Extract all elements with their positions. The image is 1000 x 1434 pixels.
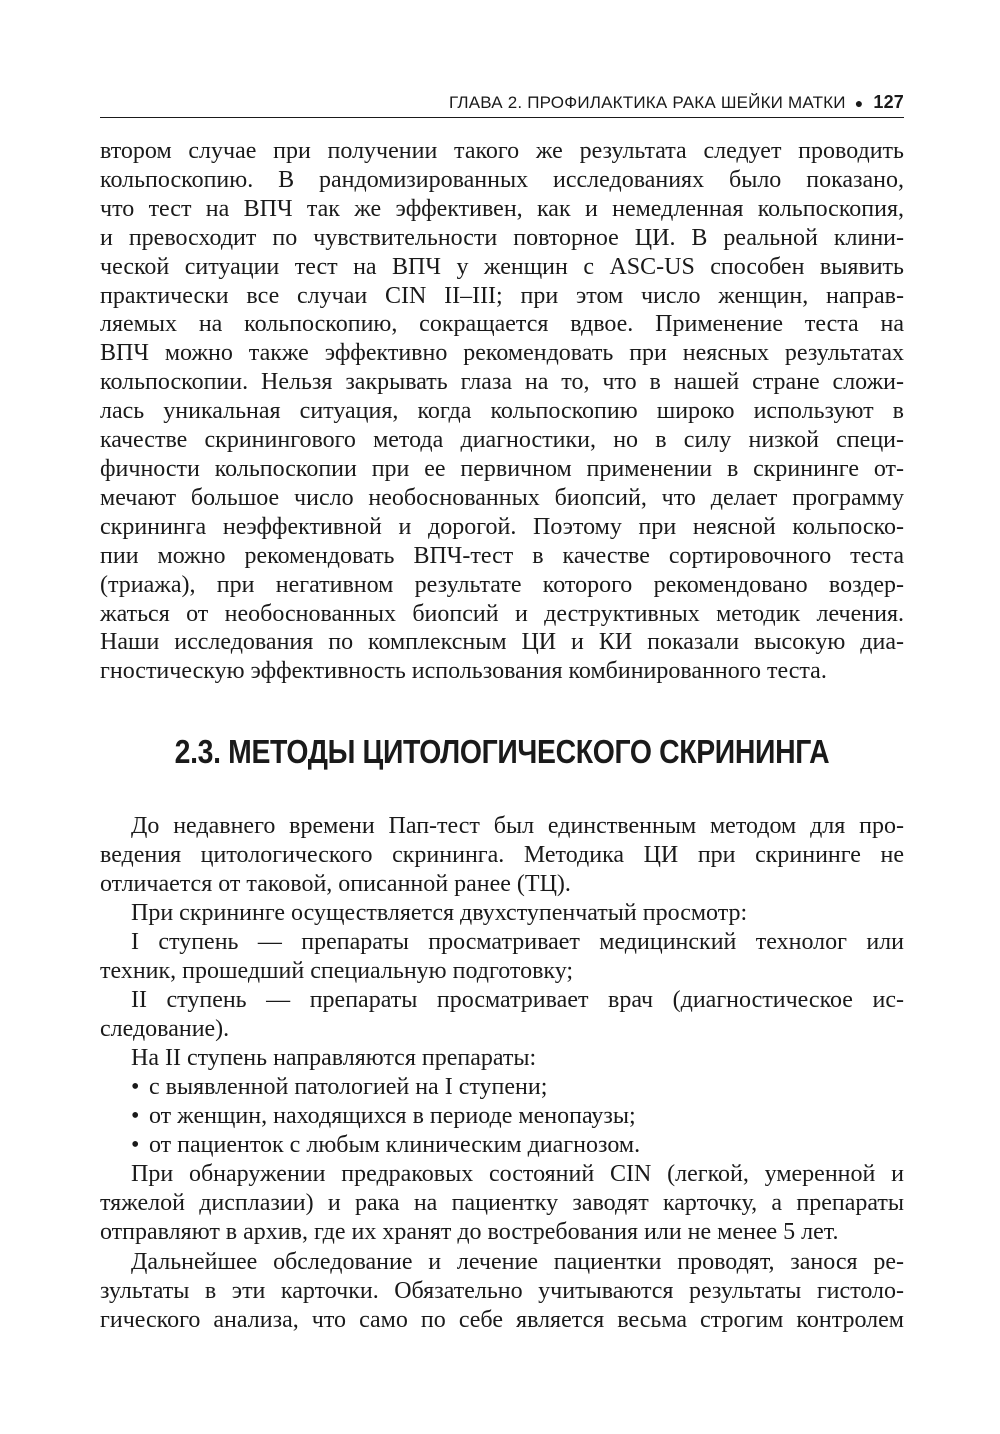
- list-item-text: с выявленной патологией на I ступени;: [149, 1074, 548, 1100]
- text-line: При обнаружении предраковых состояний CIN (легкой, умеренной и: [131, 1161, 904, 1187]
- bullet-icon: •: [131, 1131, 140, 1158]
- bullet-icon: •: [131, 1102, 140, 1129]
- text-line: ВПЧ можно также эффективно рекомендовать при неясных результатах: [100, 340, 904, 367]
- list-item: [100, 1131, 904, 1160]
- bullet-icon: •: [131, 1074, 140, 1100]
- text-line: втором случае при получении такого же результата следует проводить: [100, 138, 904, 164]
- text-line: качестве скринингового метода диагностики, но в силу низкой специ-: [100, 427, 904, 454]
- list-item-text: от пациенток с любым клиническим диагнозом.: [149, 1131, 641, 1158]
- text-line: мечают большое число необоснованных биопсий, что делает программу: [100, 484, 904, 511]
- paragraph-8: [100, 1248, 904, 1335]
- text-line: следование).: [100, 1015, 230, 1042]
- paragraph-5: [100, 986, 904, 1044]
- paragraph-3: [100, 899, 904, 928]
- bullet-list: [100, 1073, 904, 1160]
- paragraph-7: [100, 1160, 904, 1247]
- list-item-text: от женщин, находящихся в периоде менопаузы;: [149, 1102, 636, 1129]
- paragraph-1: [100, 137, 904, 686]
- text-line: Дальнейшее обследование и лечение пациентки проводят, занося ре-: [131, 1249, 904, 1275]
- text-line: (триажа), при негативном результате которого рекомендовано воздер-: [100, 571, 904, 598]
- chapter-title: ГЛАВА 2. ПРОФИЛАКТИКА РАКА ШЕЙКИ МАТКИ: [448, 93, 846, 112]
- text-line: фичности кольпоскопии при ее первичном применении в скрининге от-: [100, 455, 904, 482]
- text-line: гностическую эффективность использования комбинированного теста.: [100, 658, 827, 685]
- text-line: Наши исследования по комплексным ЦИ и КИ показали высокую диа-: [100, 629, 904, 656]
- text-line: скрининга неэффективной и дорогой. Поэтому при неясной кольпоско-: [100, 513, 904, 540]
- list-item: [100, 1073, 904, 1102]
- text-line: При скрининге осуществляется двухступенчатый просмотр:: [131, 900, 748, 926]
- text-line: ческой ситуации тест на ВПЧ у женщин с ASC-US способен выявить: [100, 253, 904, 280]
- text-line: отправляют в архив, где их хранят до востребования или не менее 5 лет.: [100, 1218, 839, 1245]
- text-line: ведения цитологического скрининга. Методика ЦИ при скрининге не: [100, 841, 904, 868]
- text-line: зультаты в эти карточки. Обязательно учитываются результаты гистоло-: [100, 1277, 904, 1304]
- text-line: ляемых на кольпоскопию, сокращается вдвое. Применение теста на: [100, 311, 904, 338]
- text-line: пии можно рекомендовать ВПЧ-тест в качестве сортировочного теста: [100, 542, 904, 569]
- section-title: 2.3. МЕТОДЫ ЦИТОЛОГИЧЕСКОГО СКРИНИНГА: [174, 733, 830, 770]
- running-head: [100, 90, 904, 118]
- text-line: II ступень — препараты просматривает врач (диагностическое ис-: [131, 987, 904, 1013]
- text-line: До недавнего времени Пап-тест был единственным методом для про-: [131, 813, 904, 839]
- paragraph-4: [100, 928, 904, 986]
- paragraph-2: [100, 812, 904, 899]
- text-line: На II ступень направляются препараты:: [131, 1045, 537, 1071]
- text-line: техник, прошедший специальную подготовку;: [100, 957, 574, 984]
- text-line: гического анализа, что само по себе является весьма строгим контролем: [100, 1306, 904, 1333]
- text-line: кольпоскопию. В рандомизированных исследованиях было показано,: [100, 166, 904, 193]
- text-line: кольпоскопии. Нельзя закрывать глаза на то, что в нашей стране сложи-: [100, 369, 904, 396]
- text-line: практически все случаи CIN II–III; при этом число женщин, направ-: [100, 282, 904, 309]
- text-line: жаться от необоснованных биопсий и деструктивных методик лечения.: [100, 600, 904, 627]
- text-line: I ступень — препараты просматривает медицинский технолог или: [131, 929, 904, 955]
- list-item: [100, 1102, 904, 1131]
- text-line: что тест на ВПЧ так же эффективен, как и немедленная кольпоскопия,: [100, 195, 904, 222]
- page-number: 127: [873, 92, 904, 112]
- paragraph-6: [100, 1044, 904, 1073]
- text-line: отличается от таковой, описанной ранее (ТЦ).: [100, 870, 571, 897]
- text-line: лась уникальная ситуация, когда кольпоскопию широко используют в: [100, 398, 904, 425]
- text-line: тяжелой дисплазии) и рака на пациентку заводят карточку, а препараты: [100, 1189, 904, 1216]
- text-line: и превосходит по чувствительности повторное ЦИ. В реальной клини-: [100, 224, 904, 251]
- separator-dot: ●: [854, 95, 864, 111]
